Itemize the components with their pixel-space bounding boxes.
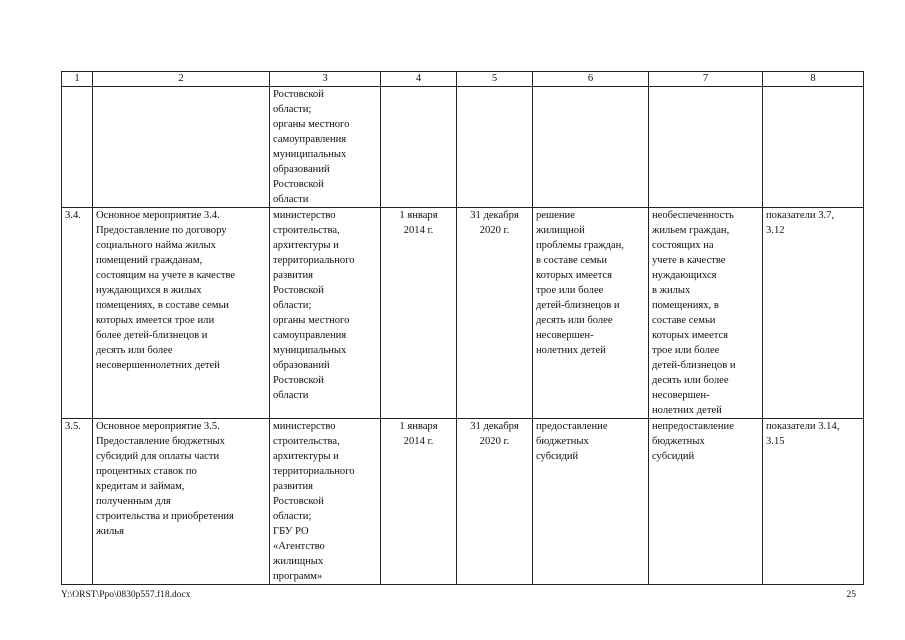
consequences-cell: необеспеченность жильем граждан, состоящих на учете в качестве нуждающихся в жилых помещениях, в составе семьи которых имеется трое или более детей-близнецов и десять или более несовершен- нолетних детей (649, 208, 763, 419)
column-header: 6 (533, 72, 649, 87)
consequences-cell (649, 87, 763, 208)
result-cell (533, 87, 649, 208)
num-cell: 3.4. (62, 208, 93, 419)
event-cell: Основное мероприятие 3.5. Предоставление бюджетных субсидий для оплаты части процентных ставок по кредитам и займам, полученным для строительства и приобретения жилья (93, 419, 270, 585)
executor-cell: министерство строительства, архитектуры и территориального развития Ростовской области; ГБУ РО «Агентство жилищных программ» (270, 419, 381, 585)
indicators-cell: показатели 3.7, 3.12 (763, 208, 864, 419)
column-header: 4 (381, 72, 457, 87)
table-row (62, 208, 864, 419)
continuation-row (62, 87, 864, 208)
end-date-cell: 31 декабря 2020 г. (457, 419, 533, 585)
indicators-cell (763, 87, 864, 208)
end-date-cell: 31 декабря 2020 г. (457, 208, 533, 419)
column-header: 7 (649, 72, 763, 87)
measures-table (61, 71, 864, 585)
consequences-cell: непредоставление бюджетных субсидий (649, 419, 763, 585)
page-number: 25 (846, 590, 856, 600)
column-header: 2 (93, 72, 270, 87)
executor-cell: Ростовской области; органы местного самоуправления муниципальных образований Ростовской области (270, 87, 381, 208)
file-path: Y:\ORST\Ppo\0830p557.f18.docx (61, 590, 191, 600)
column-header: 8 (763, 72, 864, 87)
indicators-cell: показатели 3.14, 3.15 (763, 419, 864, 585)
result-cell: решение жилищной проблемы граждан, в составе семьи которых имеется трое или более детей-близнецов и десять или более несовершен- нолетних детей (533, 208, 649, 419)
executor-cell: министерство строительства, архитектуры и территориального развития Ростовской области; органы местного самоуправления муниципальных образований Ростовской области (270, 208, 381, 419)
column-header: 1 (62, 72, 93, 87)
column-number-row (62, 72, 864, 87)
start-date-cell (381, 87, 457, 208)
column-header: 5 (457, 72, 533, 87)
start-date-cell: 1 января 2014 г. (381, 419, 457, 585)
table-row (62, 419, 864, 585)
start-date-cell: 1 января 2014 г. (381, 208, 457, 419)
column-header: 3 (270, 72, 381, 87)
num-cell (62, 87, 93, 208)
num-cell: 3.5. (62, 419, 93, 585)
end-date-cell (457, 87, 533, 208)
result-cell: предоставление бюджетных субсидий (533, 419, 649, 585)
event-cell (93, 87, 270, 208)
event-cell: Основное мероприятие 3.4. Предоставление по договору социального найма жилых помещений гражданам, состоящим на учете в качестве нуждающихся в жилых помещениях, в составе семьи которых имеется трое или более детей-близнецов и десять или более несовершеннолетних детей (93, 208, 270, 419)
